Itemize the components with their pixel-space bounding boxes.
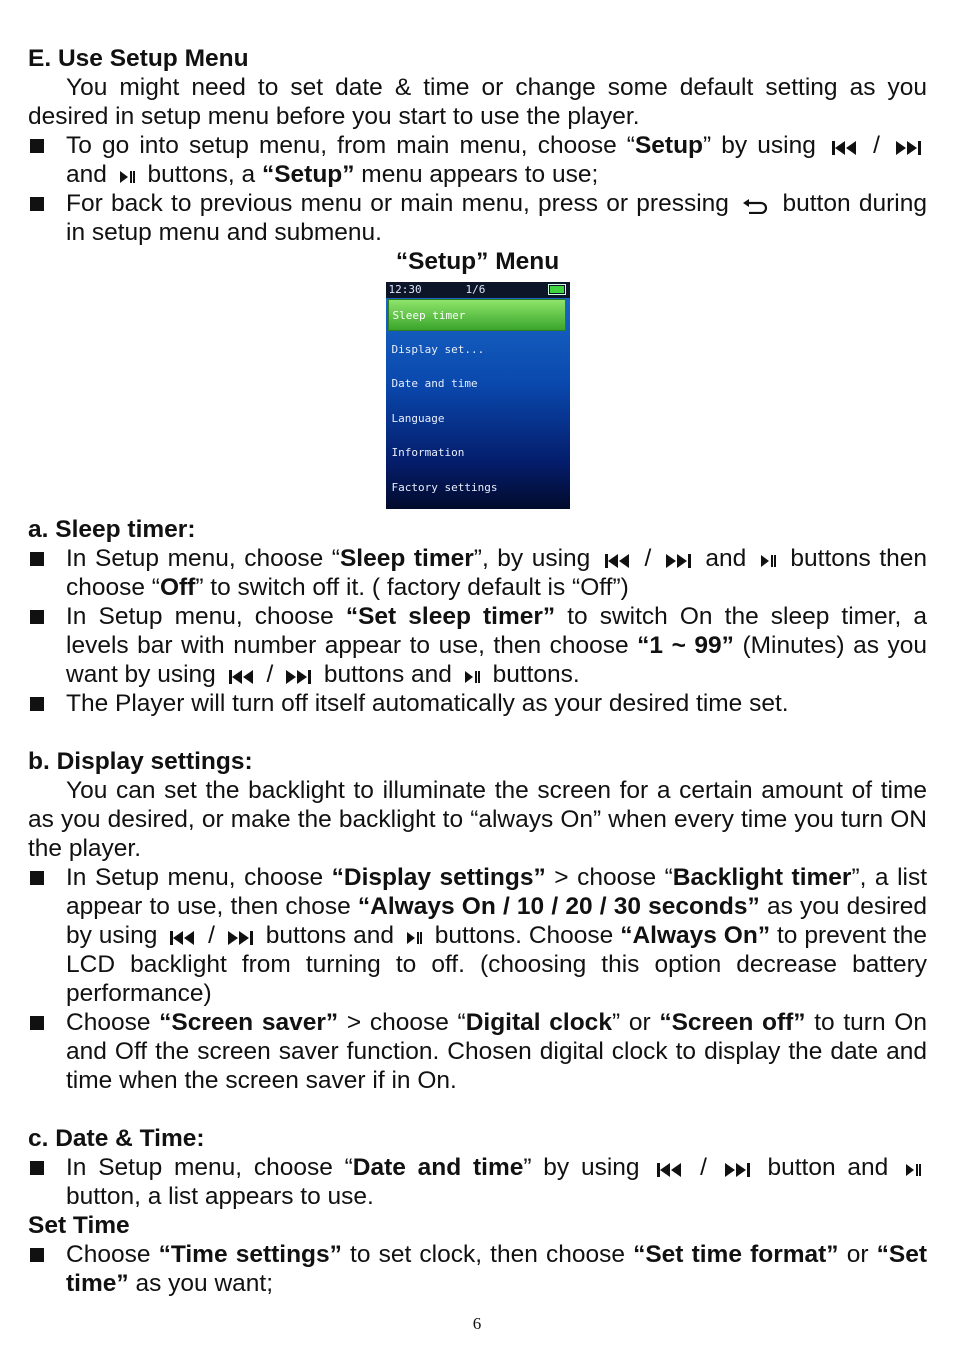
- text: buttons and: [323, 661, 452, 688]
- bullet-square-icon: [30, 139, 44, 153]
- previous-icon: [657, 1162, 682, 1178]
- next-icon: [666, 553, 691, 569]
- section-e-bullet-1: [28, 131, 927, 189]
- device-menu-item-language: Language: [391, 412, 445, 425]
- section-b-intro: You can set the backlight to illuminate the screen for a certain amount of time as you desired, or make the backlight to “always On” when every time you turn ON the player.: [28, 777, 927, 862]
- text: In Setup menu, choose “: [66, 545, 340, 572]
- manual-page: [28, 44, 927, 1298]
- text: In Setup menu, choose “: [66, 1154, 353, 1181]
- device-menu-item-date-and-time: Date and time: [391, 377, 478, 390]
- slash: /: [700, 1154, 707, 1181]
- text: buttons and: [265, 922, 394, 949]
- bullet-square-icon: [30, 1016, 44, 1030]
- bold-text: Backlight timer: [672, 864, 852, 891]
- slash: /: [644, 545, 652, 572]
- section-a-title: a. Sleep timer:: [28, 516, 196, 543]
- section-c-bullet-2: [28, 1240, 927, 1298]
- device-menu-item-sleep-timer: Sleep timer: [388, 299, 566, 331]
- section-c-title: c. Date & Time:: [28, 1125, 205, 1152]
- device-page-indicator: 1/6: [465, 283, 486, 296]
- figure-caption: “Setup” Menu: [395, 248, 560, 275]
- slash: /: [873, 132, 880, 159]
- device-menu-item-display-settings: Display set...: [391, 343, 485, 356]
- bullet-square-icon: [30, 1161, 44, 1175]
- device-status-bar: [386, 282, 570, 298]
- set-time-heading: Set Time: [28, 1212, 130, 1239]
- text: > choose “: [338, 1009, 466, 1036]
- page-number: 6: [472, 1314, 482, 1333]
- text: button and: [767, 1154, 889, 1181]
- previous-icon: [605, 553, 630, 569]
- slash: /: [208, 922, 215, 949]
- previous-icon: [229, 669, 254, 685]
- text: or: [838, 1241, 877, 1268]
- bullet-square-icon: [30, 871, 44, 885]
- previous-icon: [832, 140, 857, 156]
- bullet-square-icon: [30, 697, 44, 711]
- bold-text: “Time settings”: [158, 1241, 342, 1268]
- bullet-square-icon: [30, 552, 44, 566]
- device-menu-item-factory-settings: Factory settings: [391, 481, 498, 494]
- bold-text: “Always On / 10 / 20 / 30 seconds”: [357, 893, 760, 920]
- text: menu appears to use;: [354, 161, 599, 188]
- next-icon: [286, 669, 311, 685]
- bold-text: “Setup”: [261, 161, 355, 188]
- play-pause-icon: [465, 669, 480, 685]
- bold-text: “Screen off”: [659, 1009, 806, 1036]
- text: button during in setup menu and submenu.: [66, 190, 927, 246]
- section-b-bullet-2: [28, 1008, 927, 1095]
- text: buttons. Choose: [434, 922, 621, 949]
- play-pause-icon: [906, 1162, 921, 1178]
- section-c-bullet-1: [28, 1153, 927, 1211]
- bold-text: Date and time: [352, 1154, 524, 1181]
- bold-text: Off: [159, 574, 196, 601]
- section-a-bullet-3: [28, 689, 927, 718]
- next-icon: [228, 930, 253, 946]
- device-clock: 12:30: [388, 283, 422, 296]
- bold-text: Digital clock: [465, 1009, 612, 1036]
- text: In Setup menu, choose: [66, 603, 346, 630]
- bold-text: “Screen saver”: [159, 1009, 339, 1036]
- next-icon: [896, 140, 921, 156]
- previous-icon: [170, 930, 195, 946]
- section-b-bullet-1: [28, 863, 927, 1008]
- text: as you desired by using: [66, 893, 928, 949]
- device-menu-item-information: Information: [391, 446, 465, 459]
- bullet-square-icon: [30, 1248, 44, 1262]
- bold-text: “Set sleep timer”: [345, 603, 556, 630]
- text: The Player will turn off itself automatically as your desired time set.: [66, 690, 789, 717]
- text: ”, by using: [473, 545, 591, 572]
- text: ” by using: [523, 1154, 640, 1181]
- back-icon: [743, 198, 768, 214]
- text: > choose “: [545, 864, 673, 891]
- text: ” to switch off it. ( factory default is “Off”): [195, 574, 629, 601]
- text: and: [66, 161, 107, 188]
- section-b-title: b. Display settings:: [28, 748, 253, 775]
- section-e-bullet-2: [28, 189, 927, 247]
- text: Choose: [66, 1241, 159, 1268]
- text: to set clock, then choose: [341, 1241, 634, 1268]
- text: ” by using: [703, 132, 816, 159]
- text: ”, a list appear to use, then chose: [66, 864, 928, 920]
- bullet-square-icon: [30, 610, 44, 624]
- play-pause-icon: [120, 169, 135, 185]
- bold-text: “Set time format”: [633, 1241, 839, 1268]
- text: to prevent the LCD backlight from turning to off. (choosing this option decrease battery performance): [66, 922, 927, 1007]
- text: buttons.: [492, 661, 580, 688]
- text: as you want;: [128, 1270, 273, 1297]
- bold-text: Sleep timer: [339, 545, 474, 572]
- setup-menu-screenshot: [386, 282, 570, 509]
- section-a-bullet-2: [28, 602, 927, 689]
- play-pause-icon: [761, 553, 776, 569]
- text: and: [705, 545, 747, 572]
- text: to turn On and Off the screen saver function. Chosen digital clock to display the date and time when the screen saver if in On.: [66, 1009, 927, 1094]
- text: Choose: [66, 1009, 160, 1036]
- slash: /: [266, 661, 274, 688]
- bold-text: “Always On”: [620, 922, 771, 949]
- text: To go into setup menu, from main menu, choose “: [66, 132, 635, 159]
- section-e-title: E. Use Setup Menu: [28, 45, 249, 72]
- text: In Setup menu, choose: [66, 864, 332, 891]
- text: For back to previous menu or main menu, press or pressing: [66, 190, 729, 217]
- bold-text: “Display settings”: [331, 864, 546, 891]
- text: ” or: [611, 1009, 660, 1036]
- text: to switch On the sleep timer, a levels bar with number appear to use, then choose: [66, 603, 927, 659]
- section-e-intro: You might need to set date & time or change some default setting as you desired in setup menu before you start to use the player.: [28, 74, 927, 130]
- bullet-square-icon: [30, 197, 44, 211]
- text: button, a list appears to use.: [66, 1183, 374, 1210]
- bold-text: “Set time”: [66, 1241, 927, 1297]
- text: (Minutes) as you want by using: [66, 632, 927, 688]
- text: buttons then choose “: [66, 545, 927, 601]
- text: buttons, a: [147, 161, 262, 188]
- bold-text: “1 ~ 99”: [637, 632, 734, 659]
- section-a-bullet-1: [28, 544, 927, 602]
- play-pause-icon: [407, 930, 422, 946]
- next-icon: [725, 1162, 750, 1178]
- bold-text: Setup: [634, 132, 704, 159]
- battery-icon: [548, 284, 566, 295]
